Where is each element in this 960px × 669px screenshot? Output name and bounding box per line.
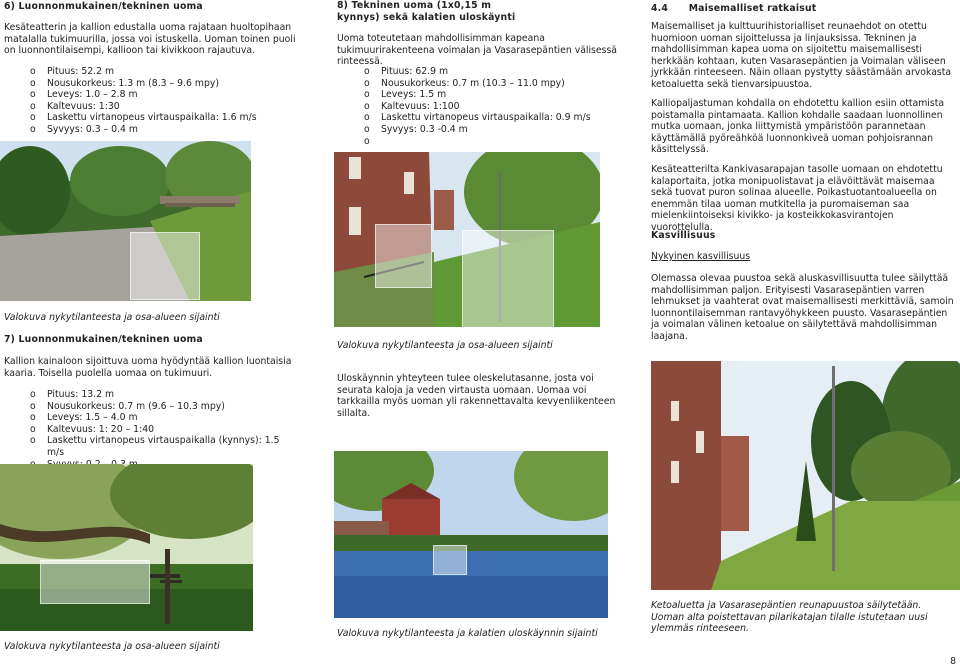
photo-caption: Valokuva nykytilanteesta ja osa-alueen sijainti [4, 312, 220, 323]
vegetation-paragraph: Olemassa olevaa puustoa sekä aluskasvillisuutta tulee säilyttää mahdollisimman paljon. Erityisesti Vasarasepäntien varren lehmukset ja vaahterat ovat maisemallisesti merkittäviä, samoin luonnontilaisemman rantavyöhykkeen puusto. Vasarasepäntien ja voimalan välinen ketoalue on säilytettävä mahdollisimman laajana. [651, 273, 954, 342]
spec-item [364, 136, 624, 148]
spec-item: o Leveys: 1.0 – 2.8 m [30, 89, 300, 101]
section-7-specs [30, 389, 300, 470]
spec-item: o Pituus: 52.2 m [30, 66, 300, 78]
spec-item: o Pituus: 62.9 m [364, 66, 624, 78]
vegetation-subheading: Nykyinen kasvillisuus [651, 251, 751, 262]
section-7-title: 7) Luonnonmukainen/tekninen uoma [4, 334, 203, 345]
section-6-specs [30, 66, 300, 136]
section-8-title: 8) Tekninen uoma (1x0,15 m kynnys) sekä kalatien uloskäynti [337, 0, 516, 23]
photo-site-6 [0, 141, 251, 301]
section-6-paragraph: Kesäteatterin ja kallion edustalla uoma rajataan huoltopihaan matalalla tukimuurilla, jossa voi istuskella. Uoman toinen puoli on luonnontilaisempi, kallioon tai kivikkoon rajautuva. [4, 22, 296, 57]
section-heading: 4.4 Maisemalliset ratkaisut [651, 3, 817, 14]
spec-item: o Kaltevuus: 1:100 [364, 101, 624, 113]
spec-item: o Nousukorkeus: 0.7 m (10.3 – 11.0 mpy) [364, 78, 624, 90]
spec-item: o Leveys: 1.5 m [364, 89, 624, 101]
page-number: 8 [950, 656, 956, 667]
section-6-title: 6) Luonnonmukainen/tekninen uoma [4, 1, 203, 12]
landscape-paragraph-1: Maisemalliset ja kulttuurihistorialliset reunaehdot on otettu huomioon uoman sijoittelussa ja linjauksissa. Tekninen ja mahdollisimman kapea uoma on sijoitettu maisemallisesti herkkään kohtaan, kuten Vasarasepäntien ja Voimalan väliseen jyrkkään rinteeseen. Näin ollaan pystytty säästämään arvokasta ketoaluetta sekä tienvarsipuustoa. [651, 21, 952, 90]
exit-paragraph: Uloskäynnin yhteyteen tulee oleskelutasanne, josta voi seurata kaloja ja veden virtausta uomaan. Uomaa voi tarkkailla myös uoman yli rakennettavalta kevyenliikenteen sillalta. [337, 373, 616, 419]
landscape-paragraph-2: Kalliopaljastuman kohdalla on ehdotettu kallion esiin ottamista poistamalla pintamaata. Kallion kohdalle saadaan luonnollinen mutka uomaan, jonka liittymistä ympäristöön parannetaan käyttämällä pyöreähköä luonnonkiveä uoman pohjoisrannan käsittelyssä. [651, 98, 945, 156]
spec-item: o Leveys: 1.5 – 4.0 m [30, 412, 300, 424]
section-7-paragraph: Kallion kainaloon sijoittuva uoma hyödyntää kallion luontaisia kaaria. Toisella puolella uomaa on tukimuuri. [4, 356, 292, 379]
vegetation-heading: Kasvillisuus [651, 230, 716, 241]
section-8-specs [364, 66, 624, 147]
photo-caption: Valokuva nykytilanteesta ja osa-alueen sijainti [337, 340, 553, 351]
spec-item: o Nousukorkeus: 0.7 m (9.6 – 10.3 mpy) [30, 401, 300, 413]
spec-item: o Pituus: 13.2 m [30, 389, 300, 401]
site-marker-overlay [375, 224, 432, 288]
site-marker-overlay [40, 560, 150, 604]
site-marker-overlay [462, 230, 554, 329]
spec-item: o Laskettu virtanopeus virtauspaikalla: 0.9 m/s [364, 112, 624, 124]
site-marker-overlay [130, 232, 200, 300]
spec-item: o Kaltevuus: 1:30 [30, 101, 300, 113]
landscape-paragraph-3: Kesäteatterilta Kankivasarapajan tasolle uomaan on ehdotettu kalaportaita, jotka monipuolistavat ja elävöittävät maisemaa sekä tuovat puron solinaa alueelle. Poikastuotantoalueella on enemmän tilaa uoman mutkitella ja puromaiseman saa mielenkiintoiseksi kivikko- ja kosteikkokasvirantojen vuorottelulla. [651, 164, 943, 233]
spec-item: o Syvyys: 0.3 -0.4 m [364, 124, 624, 136]
photo-caption: Valokuva nykytilanteesta ja osa-alueen sijainti [4, 641, 220, 652]
photo-caption: Ketoaluetta ja Vasarasepäntien reunapuustoa säilytetään. Uoman alta poistettavan pilarikatajan tilalle istutetaan uusi ylemmäs rinteeseen. [651, 600, 928, 635]
spec-item: o Nousukorkeus: 1.3 m (8.3 – 9.6 mpy) [30, 78, 300, 90]
spec-item: o Syvyys: 0.3 – 0.4 m [30, 124, 300, 136]
photo-meadow [651, 361, 960, 590]
spec-item: o Laskettu virtanopeus virtauspaikalla: 1.6 m/s [30, 112, 300, 124]
spec-item: o Laskettu virtanopeus virtauspaikalla (kynnys): 1.5 m/s [30, 435, 297, 458]
photo-caption: Valokuva nykytilanteesta ja kalatien uloskäynnin sijainti [337, 628, 598, 639]
site-marker-overlay [433, 545, 467, 575]
spec-item: o Kaltevuus: 1: 20 – 1:40 [30, 424, 300, 436]
photo-site-7 [0, 464, 253, 631]
section-8-paragraph: Uoma toteutetaan mahdollisimman kapeana tukimuurirakenteena voimalan ja Vasarasepäntien välisessä rinteessä. [337, 33, 618, 68]
photo-fishway-exit [334, 451, 608, 618]
